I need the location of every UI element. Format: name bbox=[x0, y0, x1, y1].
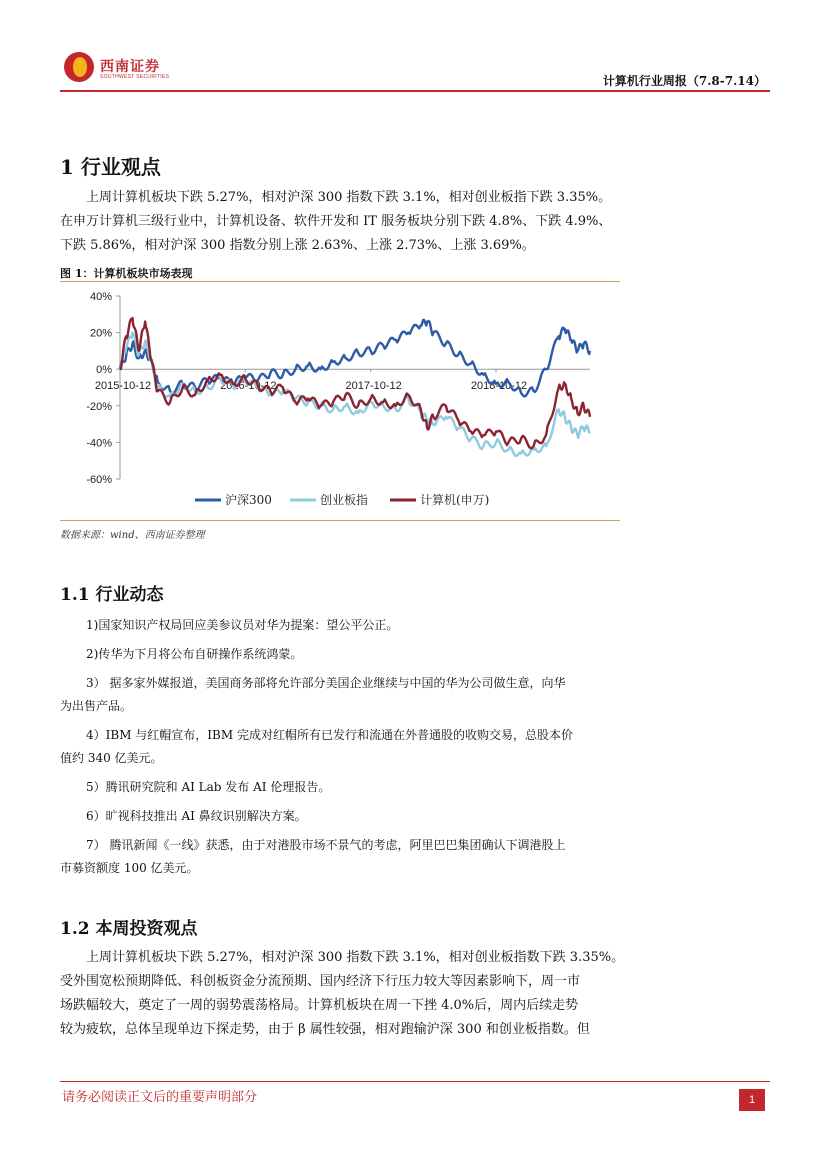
news-item bbox=[60, 724, 620, 770]
news-list bbox=[60, 614, 620, 880]
logo-en-text: SOUTHWEST SECURITIES bbox=[100, 74, 170, 80]
report-title: 计算机行业周报（7.8-7.14） bbox=[602, 74, 766, 88]
paragraph-line: 上周计算机板块下跌 5.27%，相对沪深 300 指数下跌 3.1%，相对创业板指下跌 3.35%。 bbox=[86, 190, 612, 205]
x-tick-label: 2017-10-12 bbox=[345, 380, 402, 393]
news-item bbox=[60, 643, 620, 666]
x-tick-label: 2018-10-12 bbox=[470, 380, 528, 393]
news-item bbox=[60, 776, 620, 799]
logo-cn-text: 西南证券 bbox=[100, 59, 160, 75]
news-line: 1)国家知识产权局回应美参议员对华为提案：望公平公正。 bbox=[86, 618, 399, 632]
paragraph-line: 受外围宽松预期降低、科创板资金分流预期、国内经济下行压力较大等因素影响下，周一市 bbox=[60, 974, 581, 989]
section-1-2-paragraph bbox=[60, 946, 625, 1042]
news-item bbox=[60, 834, 620, 880]
market-performance-chart bbox=[60, 284, 620, 518]
paragraph-line: 下跌 5.86%，相对沪深 300 指数分别上涨 2.63%、上涨 2.73%、上涨 3.69%。 bbox=[60, 238, 535, 253]
y-tick-label: -20% bbox=[86, 400, 112, 413]
news-line: 6）旷视科技推出 AI 鼻纹识别解决方案。 bbox=[86, 809, 307, 823]
page-number: 1 bbox=[739, 1089, 765, 1111]
y-tick-label: -40% bbox=[86, 437, 112, 450]
paragraph-line: 较为疲软，总体呈现单边下探走势，由于 β 属性较强，相对跑输沪深 300 和创业板指数。但 bbox=[60, 1022, 590, 1037]
news-item bbox=[60, 672, 620, 718]
y-tick-label: 0% bbox=[96, 364, 112, 377]
footer-divider bbox=[60, 1081, 770, 1082]
paragraph-line: 场跌幅较大，奠定了一周的弱势震荡格局。计算机板块在周一下挫 4.0%后，周内后续走势 bbox=[60, 998, 579, 1013]
header-divider bbox=[60, 90, 770, 92]
company-logo bbox=[60, 48, 180, 88]
news-line: 5）腾讯研究院和 AI Lab 发布 AI 伦理报告。 bbox=[86, 780, 331, 794]
news-line: 市募资额度 100 亿美元。 bbox=[60, 861, 199, 875]
x-tick-label: 2015-10-12 bbox=[94, 380, 152, 393]
news-item bbox=[60, 805, 620, 828]
section-1-1-title: 1.1 行业动态 bbox=[60, 585, 164, 605]
news-item bbox=[60, 614, 620, 637]
news-line: 4）IBM 与红帽宣布，IBM 完成对红帽所有已发行和流通在外普通股的收购交易，总股本价 bbox=[86, 728, 573, 742]
section-1-2-title: 1.2 本周投资观点 bbox=[60, 919, 198, 939]
figure-bottom-rule bbox=[60, 520, 620, 521]
news-line: 2)传华为下月将公布自研操作系统鸿蒙。 bbox=[86, 647, 303, 661]
y-tick-label: 20% bbox=[89, 327, 112, 340]
section-1-paragraph bbox=[60, 186, 620, 258]
paragraph-line: 在申万计算机三级行业中，计算机设备、软件开发和 IT 服务板块分别下跌 4.8%、下跌 4.9%、 bbox=[60, 214, 612, 229]
legend-computer-label: 计算机(申万) bbox=[420, 493, 490, 507]
figure-title: 图 1：计算机板块市场表现 bbox=[60, 267, 193, 280]
news-line: 为出售产品。 bbox=[60, 699, 133, 713]
x-tick-label: 2016-10-12 bbox=[220, 380, 277, 393]
y-tick-label: 40% bbox=[89, 291, 112, 303]
legend-chinext-label: 创业板指 bbox=[320, 493, 369, 507]
section-1-title: 1 行业观点 bbox=[60, 155, 161, 179]
footer-disclaimer-note: 请务必阅读正文后的重要声明部分 bbox=[62, 1090, 258, 1105]
news-line: 值约 340 亿美元。 bbox=[60, 751, 163, 765]
page-header bbox=[60, 44, 770, 94]
logo-emblem-icon bbox=[64, 52, 94, 82]
y-tick-label: -60% bbox=[86, 474, 112, 486]
news-line: 3） 据多家外媒报道，美国商务部将允许部分美国企业继续与中国的华为公司做生意，向华 bbox=[86, 676, 566, 690]
figure-top-rule bbox=[60, 281, 620, 282]
news-line: 7） 腾讯新闻《一线》获悉，由于对港股市场不景气的考虑，阿里巴巴集团确认下调港股上 bbox=[86, 838, 566, 852]
figure-source: 数据来源：wind、西南证券整理 bbox=[60, 530, 205, 541]
paragraph-line: 上周计算机板块下跌 5.27%，相对沪深 300 指数下跌 3.1%，相对创业板指数下跌 3.35%。 bbox=[86, 950, 625, 965]
legend-hs300-label: 沪深300 bbox=[225, 493, 272, 507]
